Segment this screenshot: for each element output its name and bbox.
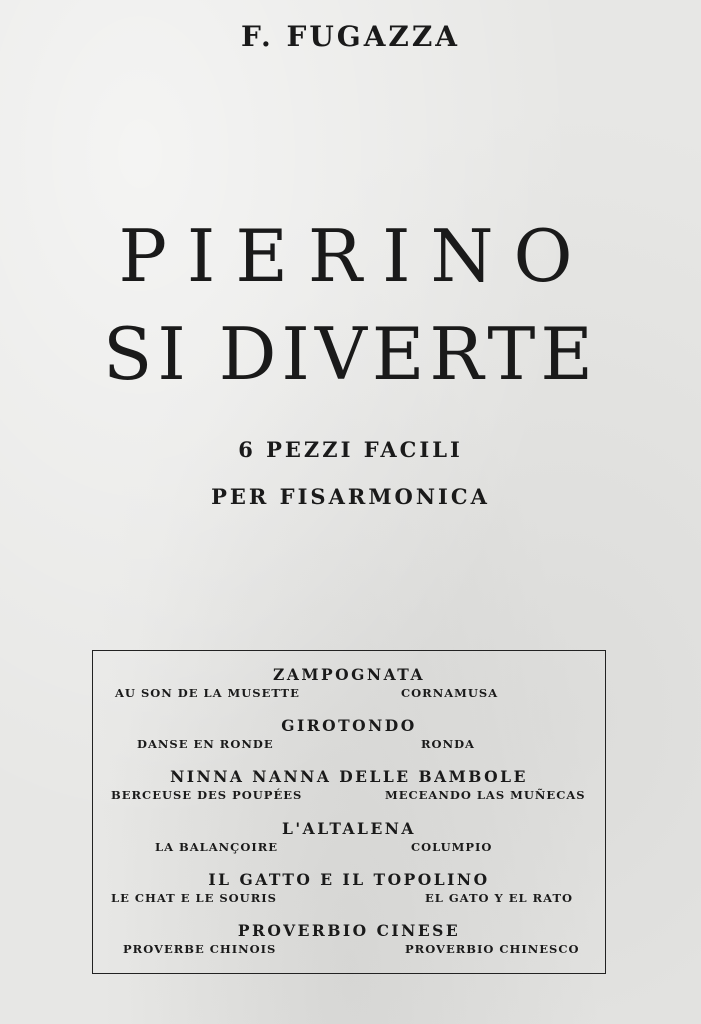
piece-title-french: AU SON DE LA MUSETTE (115, 686, 300, 700)
piece-title-spanish: RONDA (421, 737, 475, 751)
piece-title: IL GATTO E IL TOPOLINO (208, 870, 490, 889)
piece-title: PROVERBIO CINESE (237, 921, 461, 940)
piece-title-french: PROVERBE CHINOIS (123, 942, 277, 956)
piece-title-spanish: EL GATO Y EL RATO (425, 891, 574, 905)
piece-title-french: LA BALANÇOIRE (155, 840, 279, 854)
piece-entry (93, 665, 605, 700)
piece-title: L'ALTALENA (282, 819, 416, 838)
piece-title-spanish: PROVERBIO CHINESCO (405, 942, 580, 956)
piece-title-french: DANSE EN RONDE (137, 737, 274, 751)
piece-title-french: BERCEUSE DES POUPÉES (111, 788, 303, 802)
subtitle-line-2: PER FISARMONICA (211, 484, 490, 509)
piece-title-spanish: MECEANDO LAS MUÑECAS (385, 788, 586, 802)
piece-title: NINNA NANNA DELLE BAMBOLE (170, 767, 528, 786)
piece-title: GIROTONDO (281, 716, 417, 735)
piece-entry (93, 819, 605, 854)
piece-entry (93, 870, 605, 905)
composer-name: F. FUGAZZA (240, 20, 461, 53)
contents-box (92, 650, 606, 974)
piece-title-french: LE CHAT E LE SOURIS (111, 891, 277, 905)
piece-title: ZAMPOGNATA (273, 665, 425, 684)
piece-entry (93, 767, 605, 802)
piece-entry (93, 716, 605, 751)
piece-title-spanish: COLUMPIO (411, 840, 493, 854)
piece-title-spanish: CORNAMUSA (401, 686, 499, 700)
title-line-2: SI DIVERTE (103, 312, 598, 396)
title-line-1: PIERINO (118, 214, 593, 298)
piece-entry (93, 921, 605, 956)
subtitle-line-1: 6 PEZZI FACILI (238, 437, 463, 462)
